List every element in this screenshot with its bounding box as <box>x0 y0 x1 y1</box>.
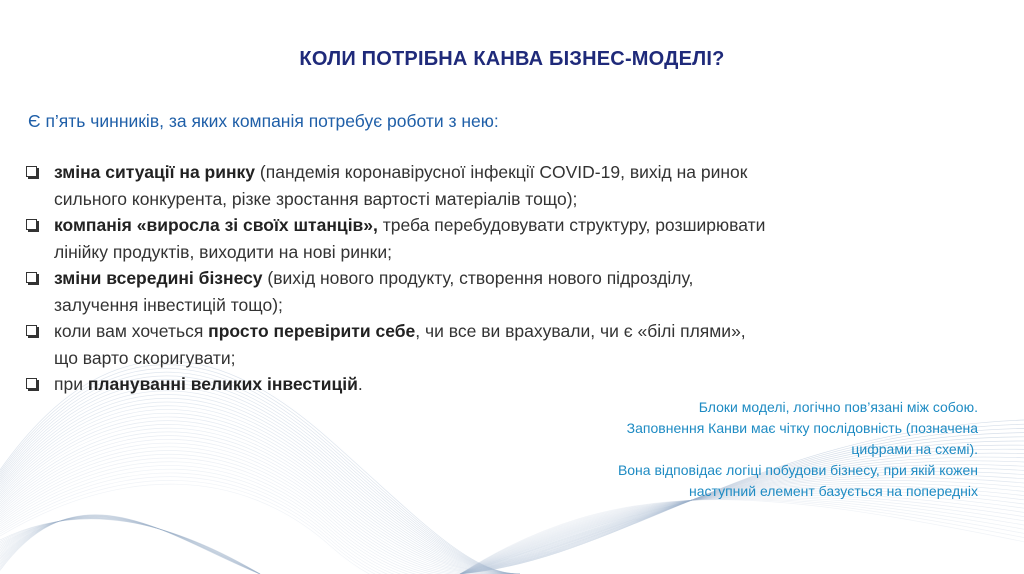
bold-text: плануванні великих інвестицій <box>87 374 358 394</box>
note-text <box>618 397 978 502</box>
bold-text: зміна ситуації на ринку <box>54 162 256 182</box>
wave-line <box>0 417 520 574</box>
checkbox-bullet-icon <box>26 272 37 283</box>
list-item-line <box>54 186 984 213</box>
wave-line <box>0 447 520 574</box>
note-line: Блоки моделі, логічно пов’язані між собою. <box>698 399 978 415</box>
wave-line <box>0 515 260 574</box>
text-segment: , чи все ви врахували, чи є «білі плями», <box>415 321 746 341</box>
list-item <box>24 265 984 318</box>
wave-line <box>0 436 520 574</box>
bold-text: компанія «виросла зі своїх штанців», <box>54 215 378 235</box>
list-item <box>24 212 984 265</box>
text-segment: залучення інвестицій тощо); <box>54 294 283 315</box>
factor-list <box>24 159 984 398</box>
wave-line <box>0 413 520 574</box>
wave-line <box>0 516 260 574</box>
list-item-line <box>54 239 984 266</box>
text-segment: (вихід нового продукту, створення нового підрозділу, <box>262 268 694 288</box>
note-line: Заповнення Канви має чітку послідовність (позначена <box>626 420 978 436</box>
intro-text: Є п’ять чинників, за яких компанія потребує роботи з нею: <box>28 111 499 131</box>
wave-line <box>0 465 520 574</box>
text-segment: треба перебудовувати структуру, розширювати <box>377 215 766 235</box>
text-segment: лінійку продуктів, виходити на нові ринки; <box>54 241 392 262</box>
text-segment: при <box>54 374 88 394</box>
text-segment: . <box>357 374 363 394</box>
list-item-line <box>54 292 984 319</box>
bold-text: просто перевірити себе <box>208 321 416 341</box>
list-item-line <box>54 371 984 398</box>
wave-line <box>0 424 520 574</box>
list-item <box>24 371 984 398</box>
list-item <box>24 318 984 371</box>
wave-line <box>0 516 260 574</box>
list-item-line <box>54 318 984 345</box>
wave-line <box>460 496 1024 574</box>
checkbox-bullet-icon <box>26 166 37 177</box>
slide-title: КОЛИ ПОТРІБНА КАНВА БІЗНЕС-МОДЕЛІ? <box>299 48 725 70</box>
wave-line <box>0 469 520 574</box>
wave-line <box>460 494 1024 574</box>
list-item-line <box>54 345 984 372</box>
wave-line <box>0 454 520 574</box>
text-segment: сильного конкурента, різке зростання вартості матеріалів тощо); <box>54 188 578 209</box>
text-segment: коли вам хочеться <box>54 321 209 341</box>
wave-line <box>0 515 260 574</box>
note-line: цифрами на схемі). <box>851 441 978 457</box>
note-line: наступний елемент базується на попередніх <box>689 483 978 499</box>
wave-line <box>0 515 260 574</box>
wave-line <box>0 516 260 574</box>
text-segment: що варто скоригувати; <box>54 347 236 368</box>
list-item-line <box>54 212 984 239</box>
wave-line <box>0 516 260 574</box>
checkbox-bullet-icon <box>26 378 37 389</box>
note-line: Вона відповідає логіці побудови бізнесу, при якій кожен <box>617 462 978 478</box>
list-item-line <box>54 265 984 292</box>
checkbox-bullet-icon <box>26 325 37 336</box>
list-item-line <box>54 159 984 186</box>
list-item <box>24 159 984 212</box>
wave-line <box>0 515 260 574</box>
bold-text: зміни всередині бізнесу <box>54 268 263 288</box>
text-segment: (пандемія коронавірусної інфекції COVID-19, вихід на ринок <box>255 162 748 182</box>
checkbox-bullet-icon <box>26 219 37 230</box>
wave-line <box>0 383 520 574</box>
